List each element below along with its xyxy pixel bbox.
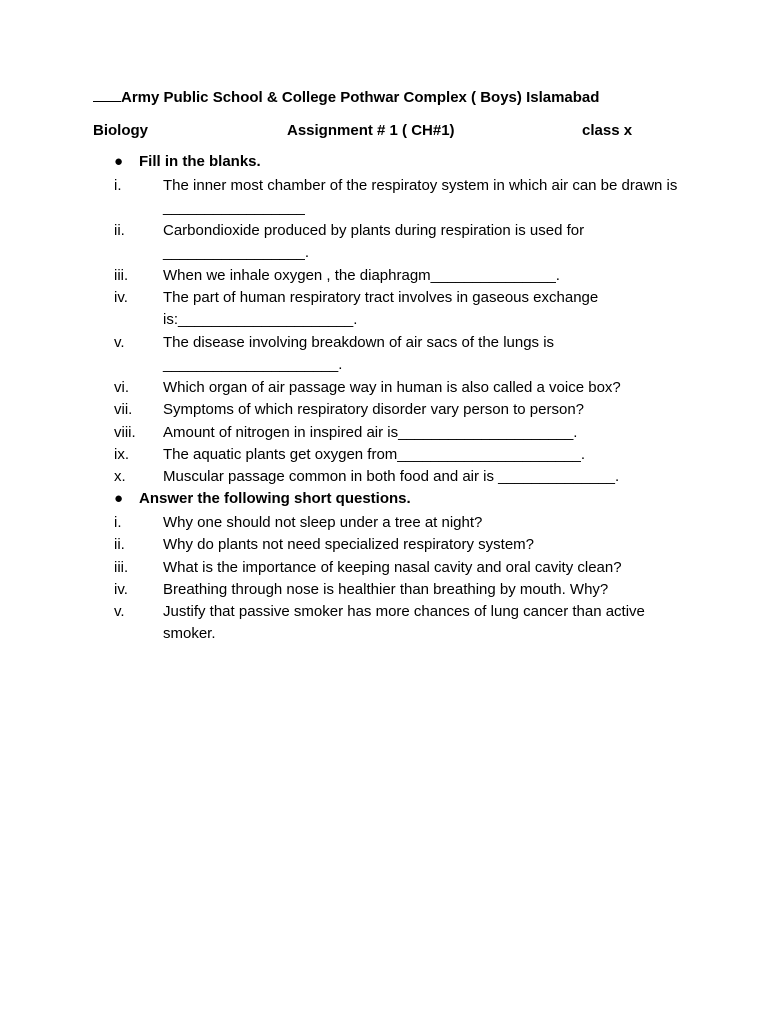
item-number: ix. [114,446,129,463]
item-number: iv. [114,289,128,306]
item-number: v. [114,603,125,620]
school-title-text: Army Public School & College Pothwar Complex ( Boys) Islamabad [121,89,600,106]
item-text: The disease involving breakdown of air sacs of the lungs is _____________________. [163,334,555,374]
school-title [93,89,599,106]
item-number: v. [114,334,125,351]
item-text: Which organ of air passage way in human is also called a voice box? [163,379,621,396]
class-label: class x [582,122,633,139]
section-heading-text: Fill in the blanks. [139,153,261,170]
item-number: i. [114,514,122,531]
item-number: ii. [114,536,125,553]
item-text: The part of human respiratory tract involves in gaseous exchange is:_____________________. [163,289,599,329]
section-heading-text: Answer the following short questions. [139,490,411,507]
item-text: The inner most chamber of the respiratoy system in which air can be drawn is _________________ [163,177,678,217]
item-number: iii. [114,267,129,284]
assignment-label: Assignment # 1 ( CH#1) [287,122,455,139]
item-text: Why one should not sleep under a tree at night? [163,514,483,531]
item-text: What is the importance of keeping nasal cavity and oral cavity clean? [163,559,622,576]
bullet-icon: ● [114,490,124,507]
item-text: Symptoms of which respiratory disorder vary person to person? [163,401,585,418]
bullet-icon: ● [114,153,124,170]
item-number: i. [114,177,122,194]
item-text: When we inhale oxygen , the diaphragm_______________. [163,267,560,284]
item-number: iv. [114,581,128,598]
item-text: Breathing through nose is healthier than breathing by mouth. Why? [163,581,609,598]
item-number: vi. [114,379,129,396]
item-text: Amount of nitrogen in inspired air is_____________________. [163,424,578,441]
item-text: Carbondioxide produced by plants during respiration is used for _________________. [163,222,585,262]
item-text: Justify that passive smoker has more chances of lung cancer than active smoker. [163,603,645,643]
section-fill-blanks-heading [114,153,261,170]
item-text: Why do plants not need specialized respiratory system? [163,536,535,553]
item-number: vii. [114,401,133,418]
item-text: Muscular passage common in both food and air is ______________. [163,468,620,485]
section-short-questions-heading [114,490,411,507]
item-text: The aquatic plants get oxygen from______________________. [163,446,585,463]
item-number: x. [114,468,126,485]
item-number: ii. [114,222,125,239]
subject-label: Biology [93,122,148,139]
item-number: viii. [114,424,136,441]
title-underline [93,89,121,102]
item-number: iii. [114,559,129,576]
